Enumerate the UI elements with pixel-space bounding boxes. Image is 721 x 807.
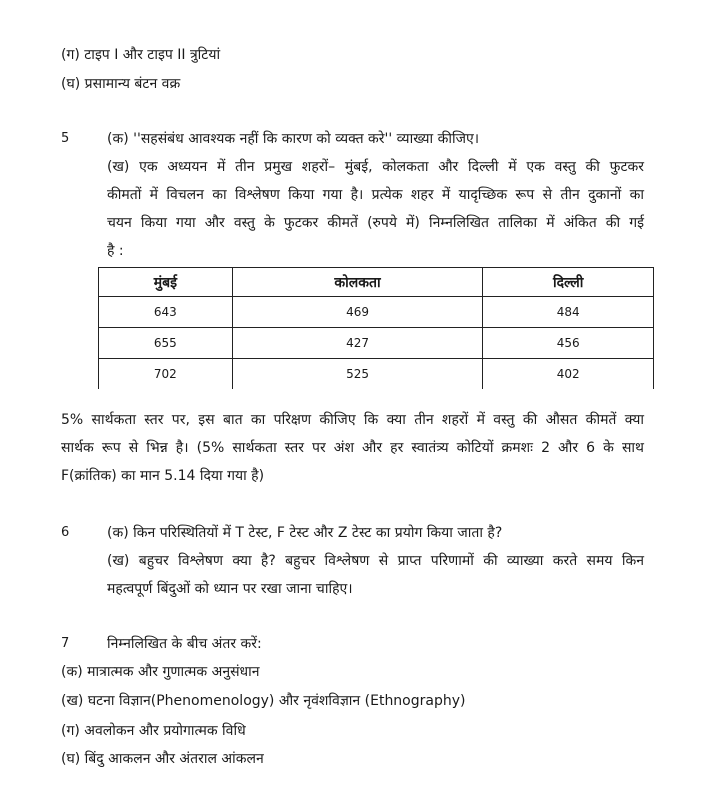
question-5-followup-line-2: सार्थक रूप से भिन्न है। (5% सार्थकता स्तर पर अंश और हर स्वातंत्र्य कोटियों क्रमशः 2 और 6 के साथ <box>61 440 644 456</box>
question-5-followup-line-1: 5% सार्थकता स्तर पर, इस बात का परिक्षण कीजिए कि क्या तीन शहरों में वस्तु की औसत कीमतें क्या <box>61 412 644 428</box>
table-cell: 402 <box>483 359 654 390</box>
table-header-row <box>99 268 654 297</box>
table-cell: 525 <box>232 359 483 390</box>
table-cell: 456 <box>483 328 654 359</box>
table-cell: 469 <box>232 297 483 328</box>
question-5b-line-1: (ख) एक अध्ययन में तीन प्रमुख शहरों– मुंबई, कोलकता और दिल्ली में एक वस्तु की फुटकर <box>107 159 644 175</box>
question-5b-line-3: चयन किया गया और वस्तु के फुटकर कीमतें (रुपये में) निम्नलिखित तालिका में अंकित की गई <box>107 215 644 231</box>
table-header-kolkata: कोलकता <box>232 268 483 297</box>
question-7-item-kha: (ख) घटना विज्ञान(Phenomenology) और नृवंशविज्ञान (Ethnography) <box>61 693 466 709</box>
table-row <box>99 297 654 328</box>
price-table <box>98 267 654 389</box>
table-cell: 655 <box>99 328 233 359</box>
question-7-item-ga: (ग) अवलोकन और प्रयोगात्मक विधि <box>61 723 246 739</box>
question-5-followup-line-3: F(क्रांतिक) का मान 5.14 दिया गया है) <box>61 468 265 484</box>
question-7-intro: निम्नलिखित के बीच अंतर करें: <box>107 636 262 652</box>
question-5-number: 5 <box>61 131 70 146</box>
table-cell: 643 <box>99 297 233 328</box>
question-6b-line-1: (ख) बहुचर विश्लेषण क्या है? बहुचर विश्लेषण से प्राप्त परिणामों की व्याख्या करते समय किन <box>107 553 644 569</box>
table-row <box>99 359 654 390</box>
question-7-item-ka: (क) मात्रात्मक और गुणात्मक अनुसंधान <box>61 664 260 680</box>
table-cell: 702 <box>99 359 233 390</box>
question-5a: (क) ''सहसंबंध आवश्यक नहीं कि कारण को व्यक्त करे'' व्याख्या कीजिए। <box>107 131 480 147</box>
question-6-number: 6 <box>61 525 70 540</box>
question-7-item-gha: (घ) बिंदु आकलन और अंतराल आंकलन <box>61 751 264 767</box>
item-ga-type-errors: (ग) टाइप I और टाइप II त्रुटियां <box>61 47 221 63</box>
question-7-number: 7 <box>61 636 70 651</box>
table-row <box>99 328 654 359</box>
table-cell: 427 <box>232 328 483 359</box>
item-gha-normal-curve: (घ) प्रसामान्य बंटन वक्र <box>61 76 181 92</box>
question-5b-line-4: है : <box>107 243 124 259</box>
table-header-mumbai: मुंबई <box>99 268 233 297</box>
table-cell: 484 <box>483 297 654 328</box>
table-header-delhi: दिल्ली <box>483 268 654 297</box>
question-6b-line-2: महत्वपूर्ण बिंदुओं को ध्यान पर रखा जाना चाहिए। <box>107 581 353 597</box>
question-5b-line-2: कीमतों में विचलन का विश्लेषण किया गया है। प्रत्येक शहर में यादृच्छिक रूप से तीन दुकानों का <box>107 187 644 203</box>
question-6a: (क) किन परिस्थितियों में T टेस्ट, F टेस्ट और Z टेस्ट का प्रयोग किया जाता है? <box>107 525 503 541</box>
